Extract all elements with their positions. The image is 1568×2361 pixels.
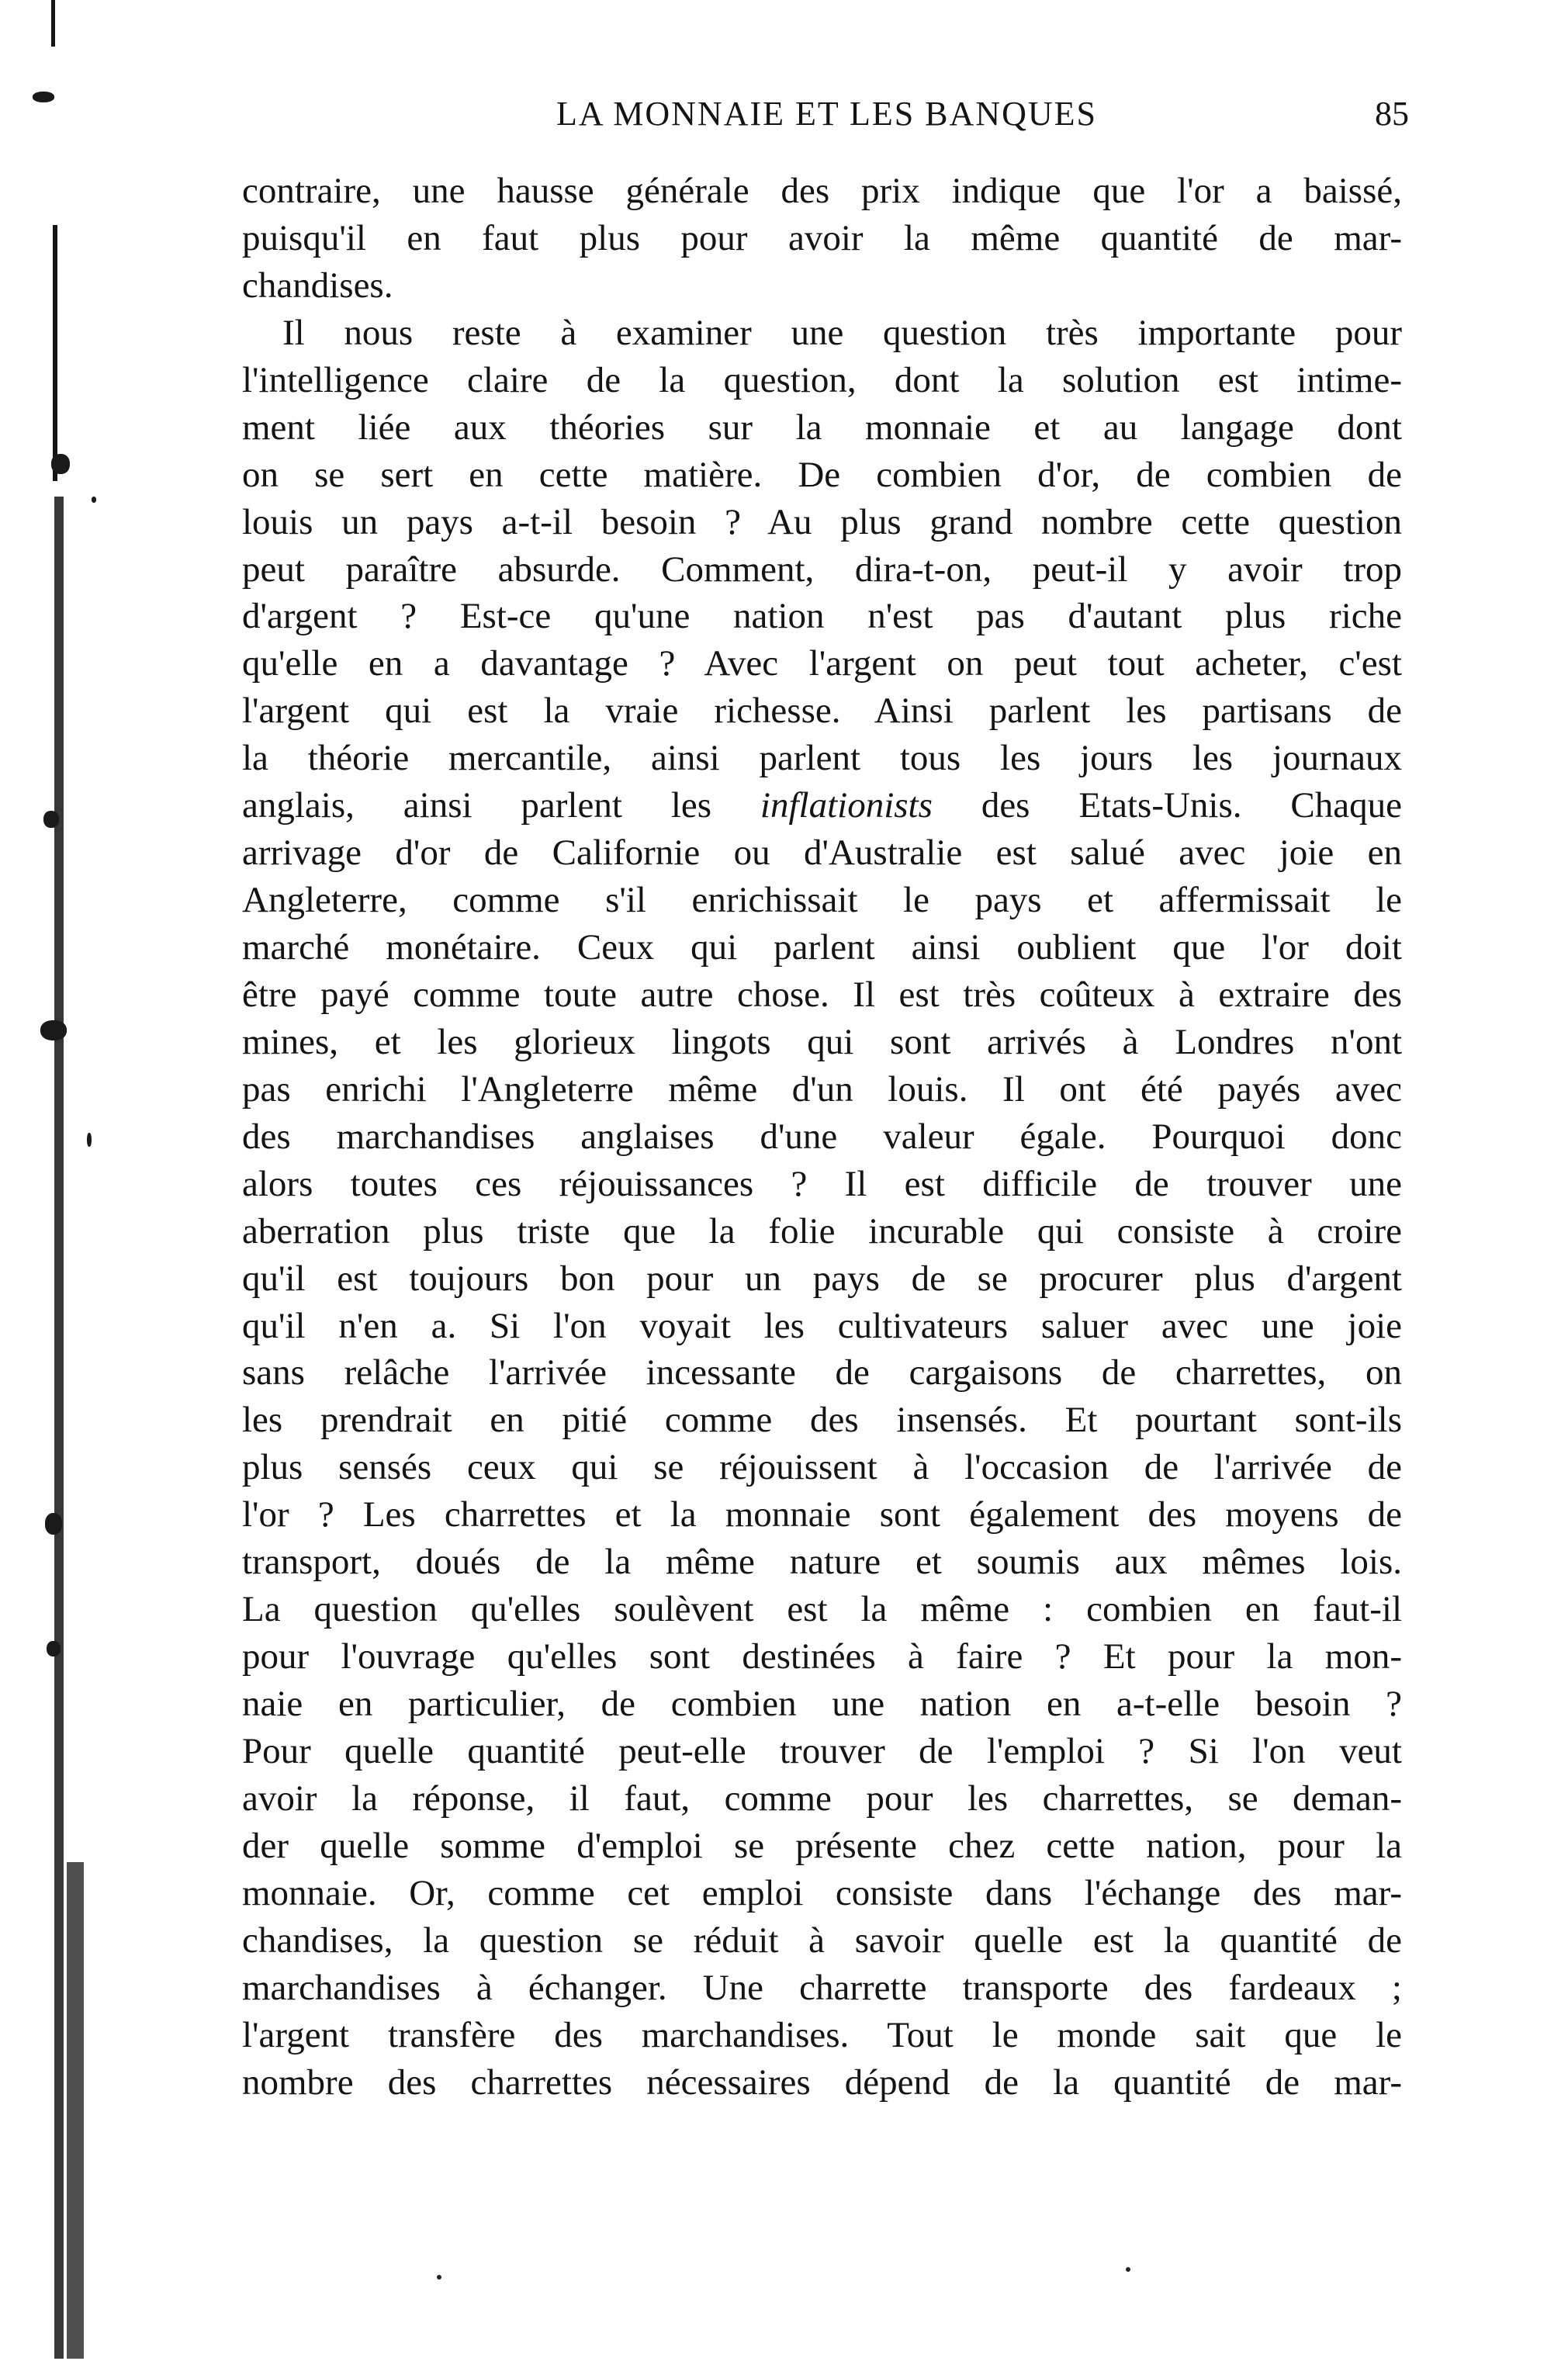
text-line: puisqu'il en faut plus pour avoir la même quantité de mar- (242, 217, 1402, 258)
text-line: qu'il n'en a. Si l'on voyait les cultivateurs saluer avec une joie (242, 1305, 1402, 1346)
text-line: louis un pays a-t-il besoin ? Au plus grand nombre cette question (242, 501, 1402, 542)
text-line: pas enrichi l'Angleterre même d'un louis. Il ont été payés avec (242, 1068, 1402, 1110)
binding-line (51, 0, 55, 47)
text-line: être payé comme toute autre chose. Il est très coûteux à extraire des (242, 974, 1402, 1015)
binding-line (53, 225, 57, 481)
text-line: nombre des charrettes nécessaires dépend de la quantité de mar- (242, 2062, 1402, 2103)
text-line: Pour quelle quantité peut-elle trouver de l'emploi ? Si l'on veut (242, 1730, 1402, 1771)
text-line: l'argent qui est la vraie richesse. Ainsi parlent les partisans de (242, 691, 1402, 732)
page-number: 85 (1375, 95, 1409, 133)
text-line: chandises, la question se réduit à savoir quelle est la quantité de (242, 1920, 1402, 1961)
text-line: mines, et les glorieux lingots qui sont arrivés à Londres n'ont (242, 1021, 1402, 1062)
body-text (242, 168, 1402, 2106)
text-line: l'or ? Les charrettes et la monnaie sont également des moyens de (242, 1494, 1402, 1535)
ink-speck (45, 1513, 62, 1535)
text-line: marchandises à échanger. Une charrette transporte des fardeaux ; (242, 1967, 1402, 2008)
text-line: qu'elle en a davantage ? Avec l'argent on peut tout acheter, c'est (242, 643, 1402, 684)
text-line: on se sert en cette matière. De combien d'or, de combien de (242, 454, 1402, 495)
text-line: chandises. (242, 265, 393, 306)
text-line: la théorie mercantile, ainsi parlent tous les jours les journaux (242, 738, 1402, 779)
text-line: ment liée aux théories sur la monnaie et au langage dont (242, 407, 1402, 448)
text-line: naie en particulier, de combien une nation en a-t-elle besoin ? (242, 1684, 1402, 1724)
text-line: Il nous reste à examiner une question très importante pour (282, 312, 1402, 353)
ink-speck (51, 454, 70, 474)
running-head: LA MONNAIE ET LES BANQUES (556, 95, 1097, 133)
text-line: sans relâche l'arrivée incessante de cargaisons de charrettes, on (242, 1352, 1402, 1393)
text-line: monnaie. Or, comme cet emploi consiste dans l'échange des mar- (242, 1872, 1402, 1913)
text-line: anglais, ainsi parlent les inflationists des Etats-Unis. Chaque (242, 785, 1402, 826)
ink-speck (92, 497, 96, 503)
ink-speck (33, 92, 54, 102)
text-line: pour l'ouvrage qu'elles sont destinées à faire ? Et pour la mon- (242, 1636, 1402, 1677)
ink-speck (43, 811, 59, 828)
page-header (244, 87, 1409, 141)
text-line: arrivage d'or de Californie ou d'Australie est salué avec joie en (242, 833, 1402, 874)
text-line: l'argent transfère des marchandises. Tout le monde sait que le (242, 2014, 1402, 2055)
text-line: qu'il est toujours bon pour un pays de se procurer plus d'argent (242, 1258, 1402, 1299)
ink-speck (1126, 2267, 1130, 2272)
text-line: avoir la réponse, il faut, comme pour les charrettes, se deman- (242, 1778, 1402, 1819)
text-line: transport, doués de la même nature et soumis aux mêmes lois. (242, 1542, 1402, 1583)
text-line: peut paraître absurde. Comment, dira-t-on, peut-il y avoir trop (242, 549, 1402, 590)
ink-speck (40, 1020, 67, 1040)
text-line: marché monétaire. Ceux qui parlent ainsi oublient que l'or doit (242, 927, 1402, 968)
text-line: La question qu'elles soulèvent est la même : combien en faut-il (242, 1589, 1402, 1630)
binding-edge-scan-artifact (0, 0, 116, 2361)
binding-line (54, 497, 64, 2359)
text-line: contraire, une hausse générale des prix indique que l'or a baissé, (242, 171, 1402, 211)
italic-term: inflationists (760, 785, 933, 826)
text-line: d'argent ? Est-ce qu'une nation n'est pas d'autant plus riche (242, 596, 1402, 637)
text-line: Angleterre, comme s'il enrichissait le pays et affermissait le (242, 880, 1402, 921)
text-line: l'intelligence claire de la question, dont la solution est intime- (242, 359, 1402, 400)
ink-speck (87, 1133, 92, 1147)
text-line: der quelle somme d'emploi se présente chez cette nation, pour la (242, 1825, 1402, 1866)
binding-line (67, 1862, 84, 2359)
ink-speck (437, 2275, 441, 2280)
text-line: aberration plus triste que la folie incurable qui consiste à croire (242, 1210, 1402, 1251)
text-line: plus sensés ceux qui se réjouissent à l'occasion de l'arrivée de (242, 1447, 1402, 1488)
text-line: les prendrait en pitié comme des insensés. Et pourtant sont-ils (242, 1400, 1402, 1441)
ink-speck (47, 1641, 61, 1657)
text-line: alors toutes ces réjouissances ? Il est difficile de trouver une (242, 1163, 1402, 1204)
text-line: des marchandises anglaises d'une valeur égale. Pourquoi donc (242, 1116, 1402, 1157)
